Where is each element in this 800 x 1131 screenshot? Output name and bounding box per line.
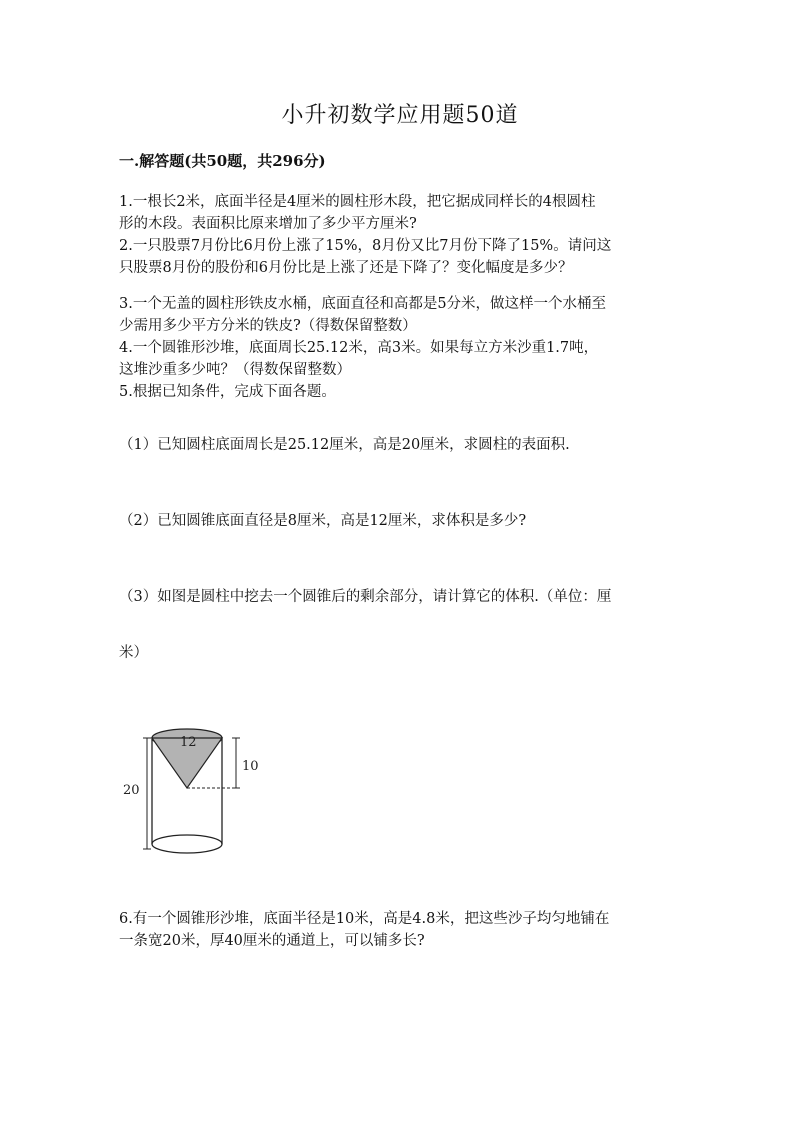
question-3-line-2: 少需用多少平方分米的铁皮?（得数保留整数） — [119, 318, 417, 334]
question-5-line-1: 5.根据已知条件，完成下面各题。 — [119, 384, 336, 400]
cylinder-bottom-front — [152, 844, 222, 853]
question-4-line-2: 这堆沙重多少吨？（得数保留整数） — [119, 362, 351, 378]
question-6-line-1: 6.有一个圆锥形沙堆，底面半径是10米，高是4.8米，把这些沙子均匀地铺在 — [119, 911, 610, 927]
cylinder-cone-figure — [118, 716, 278, 866]
question-5-sub-3-line-1: （3）如图是圆柱中挖去一个圆锥后的剩余部分，请计算它的体积.（单位：厘 — [119, 589, 612, 605]
section-header: 一.解答题(共50题，共296分) — [119, 152, 326, 170]
question-3-line-1: 3.一个无盖的圆柱形铁皮水桶，底面直径和高都是5分米，做这样一个水桶至 — [119, 296, 607, 312]
question-5-sub-1: （1）已知圆柱底面周长是25.12厘米，高是20厘米，求圆柱的表面积. — [119, 437, 570, 453]
question-4-line-1: 4.一个圆锥形沙堆，底面周长25.12米，高3米。如果每立方米沙重1.7吨， — [119, 340, 599, 356]
page-title: 小升初数学应用题50道 — [281, 103, 519, 128]
cylinder-bottom-back — [152, 835, 222, 844]
diameter-label: 12 — [180, 735, 197, 750]
question-2-line-2: 只股票8月份的股份和6月份比是上涨了还是下降了？变化幅度是多少？ — [119, 260, 573, 276]
question-1-line-1: 1.一根长2米，底面半径是4厘米的圆柱形木段，把它据成同样长的4根圆柱 — [119, 194, 596, 210]
cylinder-cone-diagram — [118, 716, 278, 866]
question-5-sub-2: （2）已知圆锥底面直径是8厘米，高是12厘米，求体积是多少? — [119, 513, 527, 529]
question-5-sub-3-line-2: 米） — [119, 645, 148, 661]
question-2-line-1: 2.一只股票7月份比6月份上涨了15%，8月份又比7月份下降了15%。请问这 — [119, 238, 612, 254]
question-6-line-2: 一条宽20米，厚40厘米的通道上，可以铺多长? — [119, 933, 425, 949]
cylinder-height-label: 20 — [123, 783, 140, 798]
cone-height-label: 10 — [242, 759, 259, 774]
question-1-line-2: 形的木段。表面积比原来增加了多少平方厘米? — [119, 216, 417, 232]
